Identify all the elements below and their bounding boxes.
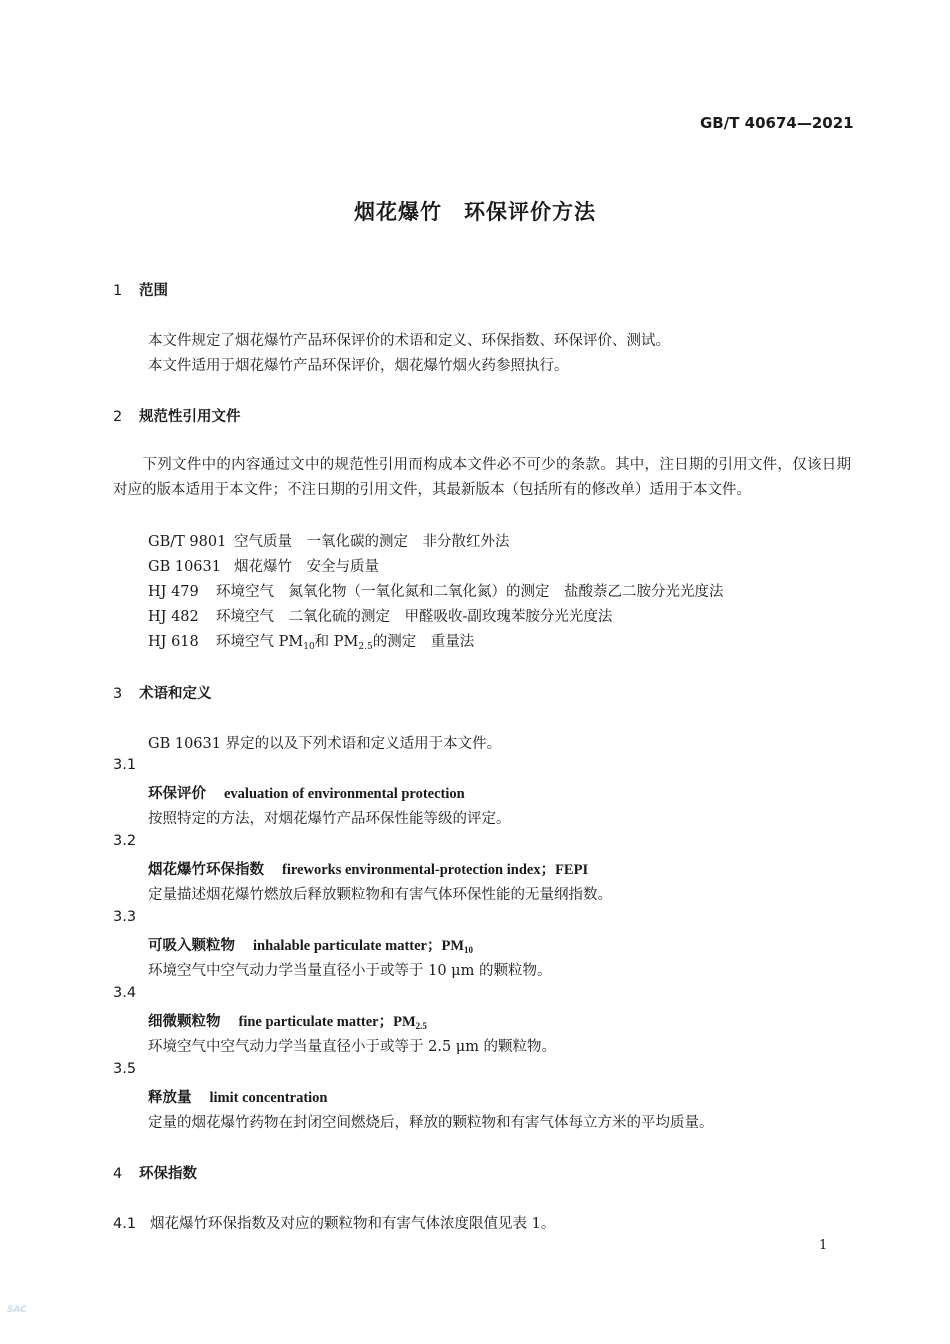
clause-number: 3.1 — [113, 757, 137, 773]
reference-title: 烟花爆竹 安全与质量 — [234, 559, 379, 575]
standard-number: GB/T 40674—2021 — [700, 114, 854, 132]
term-heading — [148, 858, 588, 879]
reference-code: GB 10631 — [148, 559, 221, 575]
section-2-heading — [113, 405, 241, 426]
section-number: 2 — [113, 409, 123, 425]
clause-number: 3.2 — [113, 833, 137, 849]
term-heading — [148, 934, 473, 955]
term-heading — [148, 1010, 427, 1031]
reference-item — [148, 605, 612, 626]
clause-number: 3.3 — [113, 909, 137, 925]
term-en: fireworks environmental-protection index；FEPI — [282, 862, 589, 878]
paragraph: 本文件规定了烟花爆竹产品环保评价的术语和定义、环保指数、环保评价、测试。 — [148, 333, 670, 349]
term-definition: 定量描述烟花爆竹燃放后释放颗粒物和有害气体环保性能的无量纲指数。 — [148, 887, 612, 903]
reference-item — [148, 630, 474, 652]
svg-text:SAC: SAC — [7, 1305, 27, 1315]
clause-number: 3.5 — [113, 1061, 137, 1077]
section-title: 范围 — [139, 283, 168, 299]
section-number: 4 — [113, 1166, 123, 1182]
reference-title: 环境空气 PM10和 PM2.5的测定 重量法 — [216, 634, 475, 652]
term-zh: 环保评价 — [148, 786, 206, 802]
term-zh: 烟花爆竹环保指数 — [148, 862, 264, 878]
reference-item — [148, 555, 379, 576]
term-heading — [148, 782, 465, 803]
reference-title: 环境空气 二氧化硫的测定 甲醛吸收-副玫瑰苯胺分光光度法 — [216, 609, 613, 625]
clause-number: 4.1 — [113, 1216, 137, 1232]
term-en: inhalable particulate matter；$PM_{10}$ — [253, 938, 474, 955]
paragraph: GB 10631 界定的以及下列术语和定义适用于本文件。 — [148, 736, 502, 752]
reference-title: 空气质量 一氧化碳的测定 非分散红外法 — [234, 534, 510, 550]
reference-item — [148, 580, 724, 601]
section-title: 规范性引用文件 — [139, 409, 241, 425]
paragraph: 本文件适用于烟花爆竹产品环保评价，烟花爆竹烟火药参照执行。 — [148, 358, 569, 374]
reference-code: HJ 482 — [148, 609, 199, 625]
sac-logo-icon — [6, 1300, 34, 1316]
term-definition: 按照特定的方法，对烟花爆竹产品环保性能等级的评定。 — [148, 811, 511, 827]
section-number: 1 — [113, 283, 123, 299]
section-1-heading — [113, 279, 168, 300]
section-4-heading — [113, 1162, 197, 1183]
reference-code: HJ 618 — [148, 634, 199, 650]
term-definition: 环境空气中空气动力学当量直径小于或等于 2.5 μm 的颗粒物。 — [148, 1039, 557, 1055]
reference-code: HJ 479 — [148, 584, 199, 600]
document-title: 烟花爆竹 环保评价方法 — [354, 200, 596, 224]
term-definition: 定量的烟花爆竹药物在封闭空间燃烧后，释放的颗粒物和有害气体每立方米的平均质量。 — [148, 1115, 714, 1131]
term-en: fine particulate matter；$PM_{2.5}$ — [238, 1014, 427, 1031]
term-definition: 环境空气中空气动力学当量直径小于或等于 10 μm 的颗粒物。 — [148, 963, 552, 979]
clause-number: 3.4 — [113, 985, 137, 1001]
term-zh: 可吸入颗粒物 — [148, 938, 235, 954]
section-number: 3 — [113, 686, 123, 702]
term-en: evaluation of environmental protection — [224, 786, 465, 802]
section-title: 术语和定义 — [139, 686, 212, 702]
section-3-heading — [113, 682, 212, 703]
clause-4-1 — [113, 1212, 555, 1233]
page-number: 1 — [819, 1238, 828, 1253]
section-title: 环保指数 — [139, 1166, 197, 1182]
paragraph: 下列文件中的内容通过文中的规范性引用而构成本文件必不可少的条款。其中，注日期的引用文件，仅该日期对应的版本适用于本文件；不注日期的引用文件，其最新版本（包括所有的修改单）适用于本文件。 — [113, 457, 851, 498]
term-zh: 细微颗粒物 — [148, 1014, 221, 1030]
term-heading — [148, 1086, 328, 1107]
reference-item — [148, 530, 510, 551]
term-zh: 释放量 — [148, 1090, 192, 1106]
term-en: limit concentration — [209, 1090, 328, 1106]
reference-code: GB/T 9801 — [148, 534, 227, 550]
reference-title: 环境空气 氮氧化物（一氧化氮和二氧化氮）的测定 盐酸萘乙二胺分光光度法 — [216, 584, 724, 600]
clause-text: 烟花爆竹环保指数及对应的颗粒物和有害气体浓度限值见表 1。 — [150, 1216, 556, 1232]
